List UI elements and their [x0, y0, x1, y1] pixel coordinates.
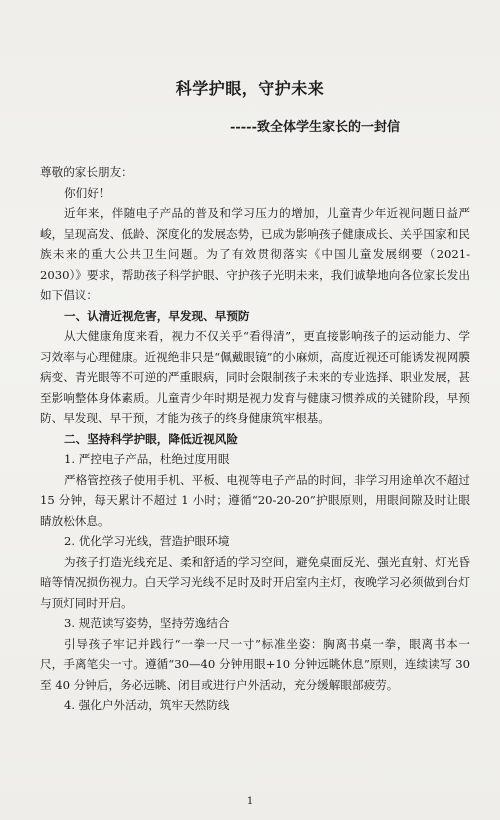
section1-paragraph: 从大健康角度来看，视力不仅关乎“看得清”，更直接影响孩子的运动能力、学习效率与心理健康。近视绝非只是“佩戴眼镜”的小麻烦，高度近视还可能诱发视网膜病变、青光眼等不可逆的严重眼病，同时会限制孩子未来的专业选择、职业发展，甚至影响整体身体素质。儿童青少年时期是视力发育与健康习惯养成的关键阶段，早预防、早发现、早干预，才能为孩子的终身健康筑牢根基。 [40, 329, 470, 425]
letter-body [40, 162, 470, 716]
greeting: 你们好！ [64, 185, 111, 200]
item3-paragraph: 引导孩子牢记并践行“一拳一尺一寸”标准坐姿：胸离书桌一拳，眼离书本一尺，手离笔尖一寸。遵循“30—40 分钟用眼+10 分钟远眺休息”原则，连续读写 30 至 40 分钟后，务必远眺、闭目或进行户外活动，充分缓解眼部疲劳。 [40, 636, 470, 692]
section2-heading: 二、坚持科学护眼，降低近视风险 [64, 431, 238, 446]
intro-paragraph: 近年来，伴随电子产品的普及和学习压力的增加，儿童青少年近视问题日益严峻，呈现高发、低龄、深度化的发展态势，已成为影响孩子健康成长、关乎国家和民族未来的重大公共卫生问题。为了有效贯彻落实《中国儿童发展纲要（2021-2030）》要求，帮助孩子科学护眼、守护孩子光明未来，我们诚挚地向各位家长发出如下倡议： [40, 206, 470, 302]
item4-heading: 4. 强化户外活动，筑牢天然防线 [64, 698, 230, 712]
item1-heading: 1. 严控电子产品，杜绝过度用眼 [64, 452, 230, 466]
item3-heading: 3. 规范读写姿势，坚持劳逸结合 [64, 616, 230, 630]
salutation: 尊敬的家长朋友： [40, 165, 133, 179]
page-title: 科学护眼，守护未来 [175, 79, 325, 98]
page-subtitle: -----致全体学生家长的一封信 [230, 120, 400, 135]
page-number: 1 [246, 796, 254, 807]
item2-heading: 2. 优化学习光线，营造护眼环境 [64, 534, 230, 548]
item2-paragraph: 为孩子打造光线充足、柔和舒适的学习空间，避免桌面反光、强光直射、灯光昏暗等情况损伤视力。白天学习光线不足时及时开启室内主灯，夜晚学习必须做到台灯与顶灯同时开启。 [40, 554, 470, 610]
item1-paragraph: 严格管控孩子使用手机、平板、电视等电子产品的时间，非学习用途单次不超过 15 分钟，每天累计不超过 1 小时；遵循“20-20-20”护眼原则，用眼间隙及时让眼睛放松休息。 [40, 472, 470, 528]
section1-heading: 一、认清近视危害，早发现、早预防 [64, 308, 250, 323]
